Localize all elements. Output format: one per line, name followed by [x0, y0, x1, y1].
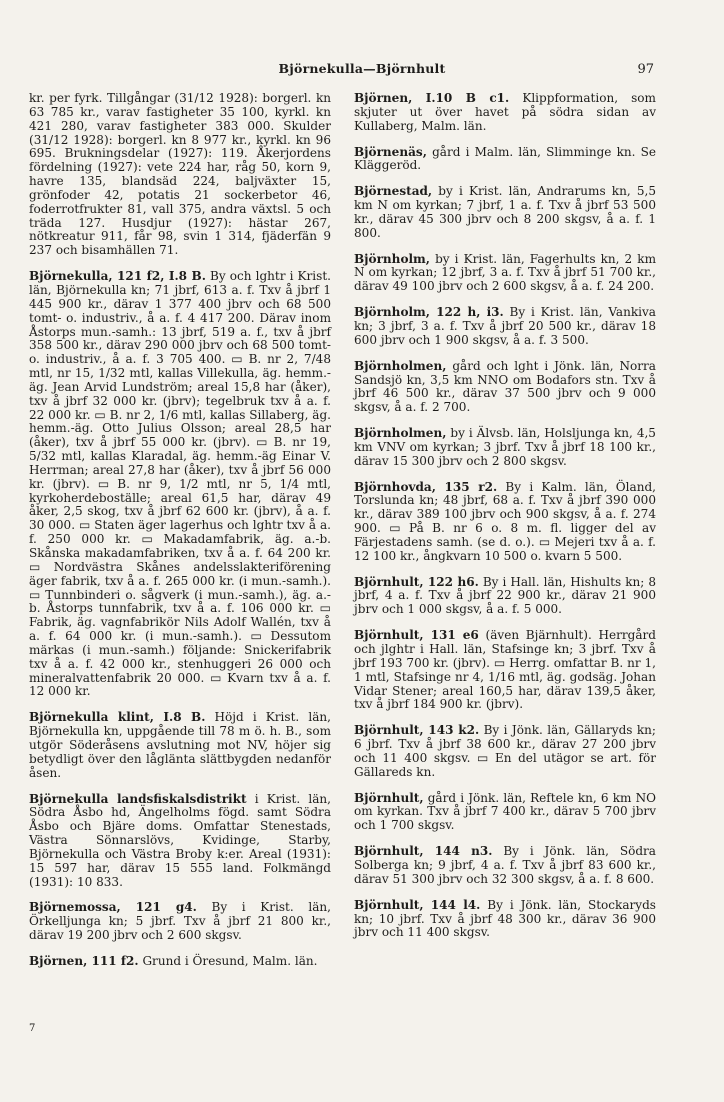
- entry-text: By i Krist. län, Örkelljunga kn; 5 jbrf. Txv å jbrf 21 800 kr., därav 19 200 jbrv och 2 600 skgsv.: [29, 900, 331, 943]
- entry-text: Höjd i Krist. län, Björnekulla kn, uppgående till 78 m ö. h. B., som utgör Söderåsens avslutning mot NV, höjer sig betydligt över den låglänta slättbygden nedanför åsen.: [29, 710, 331, 780]
- entry: [29, 711, 331, 780]
- entry: [354, 427, 656, 469]
- entry-text: By i Kalm. län, Öland, Torslunda kn; 48 jbrf, 68 a. f. Txv å jbrf 390 000 kr., därav 389 100 jbrv och 900 skgsv, å a. f. 274 900. ▭ På B. nr 6 o. 8 m. fl. ligger del av Färjestadens samh. (se d. o.). ▭ Mejeri txv å a. f. 12 100 kr., ångkvarn 10 500 o. kvarn 5 500.: [354, 479, 656, 563]
- entry-text: By i Krist. län, Vankiva kn; 3 jbrf, 3 a. f. Txv å jbrf 20 500 kr., därav 18 600 jbrv och 1 900 skgsv, å a. f. 3 500.: [354, 305, 656, 347]
- entry-text: Klippformation, som skjuter ut över havet på södra sidan av Kullaberg, Malm. län.: [354, 91, 656, 133]
- entry: [29, 92, 331, 258]
- entry-head: Björnhult,: [354, 790, 424, 805]
- entry-text: By i Jönk. län, Gällaryds kn; 6 jbrf. Txv å jbrf 38 600 kr., därav 27 200 jbrv och 11 400 skgsv. ▭ En del utägor se art. för Gällareds kn.: [354, 723, 656, 779]
- signature-mark: 7: [29, 1023, 36, 1034]
- entry-text: by i Älvsb. län, Holsljunga kn, 4,5 km VNV om kyrkan; 3 jbrf. Txv å jbrf 18 100 kr., därav 15 300 jbrv och 2 800 skgsv.: [354, 426, 656, 468]
- entry-text: (även Bjärnhult). Herrgård och jlghtr i Hall. län, Stafsinge kn; 3 jbrf. Txv å jbrf 193 700 kr. (jbrv). ▭ Herrg. omfattar B. nr 1, 1 mtl, Stafsinge nr 4, 1/16 mtl, äg. godsäg. Johan Vidar Stener; areal 160,5 har, därav 139,5 åker, txv å jbrf 184 900 kr. (jbrv).: [354, 628, 656, 712]
- entry-head: Björnhult, 144 n3.: [354, 844, 493, 859]
- entry: [354, 481, 656, 564]
- entry-head: Björnestad,: [354, 184, 433, 199]
- entry-text: By i Hall. län, Hishults kn; 8 jbrf, 4 a. f. Txv å jbrf 22 900 kr., därav 21 900 jbrv och 1 000 skgsv, å a. f. 5 000.: [354, 574, 656, 617]
- entry-head: Björnhovda, 135 r2.: [354, 479, 498, 494]
- entry-head: Björnhult, 144 l4.: [354, 897, 481, 912]
- entry: [354, 185, 656, 240]
- entry-text: by i Krist. län, Fagerhults kn, 2 km N om kyrkan; 12 jbrf, 3 a. f. Txv å jbrf 51 700 kr., därav 49 100 jbrv och 2 600 skgsv, å a. f. 24 200.: [354, 251, 656, 294]
- entry-head: Björnemossa, 121 g4.: [29, 900, 197, 915]
- page-number: 97: [637, 62, 654, 77]
- entry-head: Björnholm,: [354, 251, 430, 266]
- entry-text: By och lghtr i Krist. län, Björnekulla kn; 71 jbrf, 613 a. f. Txv å jbrf 1 445 900 kr., därav 1 377 400 jbrv och 68 500 tomt- o. industriv., å a. f. 4 417 200. Därav inom Åstorps mun.-samh.: 13 jbrf, 519 a. f., txv å jbrf 358 500 kr., därav 290 000 jbrv och 68 500 tomt- o. industriv., å a. f. 3 705 400. ▭ B. nr 2, 7/48 mtl, nr 15, 1/32 mtl, kallas Villekulla, äg. hemm.-äg. Jean Arvid Lundström; areal 15,8 har (åker), txv å jbrf 32 000 kr. (jbrv); tegelbruk txv å a. f. 22 000 kr. ▭ B. nr 2, 1/6 mtl, kallas Sillaberg, äg. hemm.-äg. Otto Julius Olsson; areal 28,5 har (åker), txv å jbrf 55 000 kr. (jbrv). ▭ B. nr 19, 5/32 mtl, kallas Klaradal, äg. hemm.-äg Einar V. Herrman; areal 27,8 har (åker), txv å jbrf 56 000 kr. (jbrv). ▭ B. nr 9, 1/2 mtl, nr 5, 1/4 mtl, kyrkoherdeboställe; areal 61,5 har, därav 49 åker, 2,5 skog, txv å jbrf 62 600 kr. (jbrv), å a. f. 30 000. ▭ Staten äger lagerhus och lghtr txv å a. f. 250 000 kr. ▭ Makadamfabrik, äg. a.-b. Skånska makadamfabriken, txv å a. f. 64 200 kr. ▭ Nordvästra Skånes andelsslakteriförening äger fabrik, txv å a. f. 265 000 kr. (i mun.-samh.). ▭ Tunnbinderi o. sågverk (i mun.-samh.), äg. a.-b. Åstorps tunnfabrik, txv å a. f. 106 000 kr. ▭ Fabrik, äg. vagnfabrikör Nils Adolf Wallén, txv å a. f. 64 000 kr. (i mun.-samh.). ▭ Dessutom märkas (i mun.-samh.) följande: Snickerifabrik txv å a. f. 42 000 kr., stenhuggeri 26 000 och mineralvattenfabrik 20 000. ▭ Kvarn txv å a. f. 12 000 kr.: [29, 269, 331, 699]
- running-head: Björnekulla—Björnhult: [278, 61, 446, 76]
- entry: [354, 792, 656, 834]
- entry-text: by i Krist. län, Andrarums kn, 5,5 km N om kyrkan; 7 jbrf, 1 a. f. Txv å jbrf 53 500 kr., därav 45 300 jbrv och 8 200 skgsv, å a. f. 1 800.: [354, 184, 656, 240]
- entry-head: Björnen, I.10 B c1.: [354, 91, 510, 105]
- entry-head: Björnhult, 143 k2.: [354, 723, 480, 738]
- entry-head: Björnholm, 122 h, i3.: [354, 305, 504, 320]
- entry-head: Björnholmen,: [354, 426, 447, 441]
- entry-text: By i Jönk. län, Södra Solberga kn; 9 jbrf, 4 a. f. Txv å jbrf 83 600 kr., därav 51 300 jbrv och 32 300 skgsv, å a. f. 8 600.: [354, 844, 656, 886]
- entry-text: gård i Jönk. län, Reftele kn, 6 km NO om kyrkan. Txv å jbrf 7 400 kr., därav 5 700 jbrv och 1 700 skgsv.: [354, 790, 656, 833]
- entry: [29, 955, 331, 969]
- entry: [354, 92, 656, 134]
- entry-text: gård i Malm. län, Slimminge kn. Se Kläggeröd.: [354, 144, 656, 173]
- entry-text: kr. per fyrk. Tillgångar (31/12 1928): borgerl. kn 63 785 kr., varav fastigheter 35 100, kyrkl. kn 421 280, varav fastigheter 383 000. Skulder (31/12 1928): borgerl. kn 8 977 kr., kyrkl. kn 96 695. Brukningsdelar (1927): 119. Åkerjordens fördelning (1927): vete 224 har, råg 50, korn 9, havre 135, blandsäd 224, baljväxter 15, grönfoder 42, potatis 21 sockerbetor 46, foderrotfrukter 81, vall 375, andra växtsl. 5 och träda 127. Husdjur (1927): hästar 267, nötkreatur 911, får 98, svin 1 314, fjäderfän 9 237 och bisamhällen 71.: [29, 91, 331, 258]
- entry: [354, 576, 656, 618]
- entry-head: Björnekulla klint, I.8 B.: [29, 710, 206, 725]
- entry: [354, 845, 656, 887]
- entry-head: Björnekulla, 121 f2, I.8 B.: [29, 269, 206, 284]
- entry-head: Björnen, 111 f2.: [29, 953, 139, 968]
- entry: [354, 360, 656, 415]
- entry-head: Björnhult, 122 h6.: [354, 574, 479, 589]
- entry-text: By i Jönk. län, Stockaryds kn; 10 jbrf. Txv å jbrf 48 300 kr., därav 36 900 jbrv och 11 400 skgsv.: [354, 897, 656, 940]
- entry: [29, 793, 331, 890]
- entry-head: Björnholmen,: [354, 358, 447, 373]
- entry-text: i Krist. län, Södra Åsbo hd, Ängelholms fögd. samt Södra Åsbo och Bjäre doms. Omfattar Stenestads, Västra Sönnarslövs, Kvidinge, Starby, Björnekulla och Västra Broby k:er. Areal (1931): 15 597 har, därav 15 555 land. Folkmängd (1931): 10 833.: [29, 791, 331, 889]
- page-header: [0, 61, 724, 79]
- entry: [354, 899, 656, 941]
- entry-head: Björnhult, 131 e6: [354, 628, 479, 643]
- entry: [29, 901, 331, 943]
- right-column: [354, 92, 656, 952]
- entry: [29, 270, 331, 699]
- entry: [354, 253, 656, 295]
- entry-text: Grund i Öresund, Malm. län.: [142, 953, 318, 968]
- entry-head: Björnekulla landsfiskalsdistrikt: [29, 791, 247, 806]
- entry: [354, 146, 656, 174]
- entry: [354, 306, 656, 348]
- entry-text: gård och lght i Jönk. län, Norra Sandsjö kn, 3,5 km NNO om Bodafors stn. Txv å jbrf 46 500 kr., därav 37 500 jbrv och 9 000 skgsv, å a. f. 2 700.: [354, 358, 656, 415]
- left-column: [29, 92, 331, 981]
- entry: [354, 724, 656, 779]
- entry: [354, 629, 656, 712]
- entry-head: Björnenäs,: [354, 144, 427, 159]
